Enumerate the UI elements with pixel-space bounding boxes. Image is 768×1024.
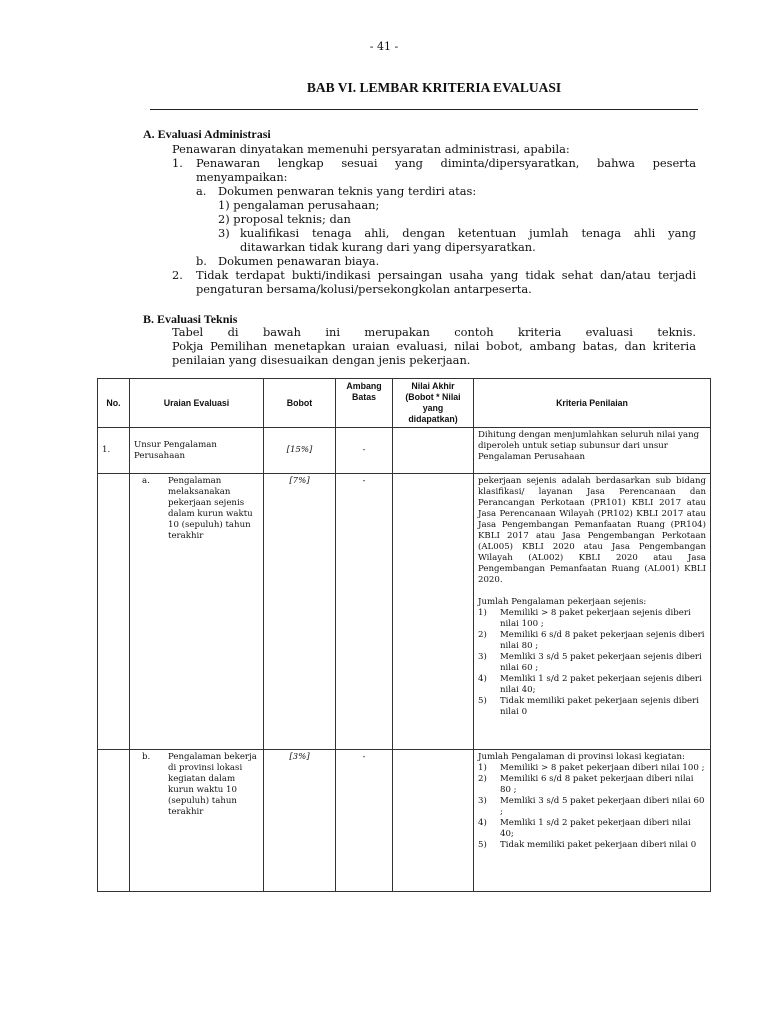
item-a1: 1) pengalaman perusahaan;: [218, 198, 380, 212]
header-bobot: Bobot: [264, 379, 336, 428]
page-number: - 41 -: [369, 40, 399, 53]
item-a-letter: a.: [196, 184, 207, 198]
row-b-uraian-cell: [130, 750, 264, 892]
row-a-kriteria-heading: Jumlah Pengalaman pekerjaan sejenis:: [478, 597, 647, 607]
header-ambang: Ambang Batas: [336, 379, 393, 428]
table-header-row: [98, 379, 711, 428]
title-divider: [150, 109, 698, 110]
row-a-no: [98, 474, 130, 750]
row-b-nilai: [393, 750, 474, 892]
list-item: 4) Memliki 1 s/d 2 paket pekerjaan sejenis diberi nilai 40;: [478, 674, 702, 695]
list-item: 1) Memiliki > 8 paket pekerjaan diberi nilai 100 ;: [478, 763, 705, 773]
row-a-uraian-cell: [130, 474, 264, 750]
item-a3-number: 3): [218, 226, 230, 240]
item1-line1: Penawaran lengkap sesuai yang diminta/dipersyaratkan, bahwa peserta: [196, 156, 696, 170]
row-b-kriteria: [474, 750, 711, 892]
list-item: 2) Memiliki 6 s/d 8 paket pekerjaan sejenis diberi nilai 80 ;: [478, 630, 705, 651]
row1-bobot: [15%]: [264, 428, 336, 474]
row-b-no: [98, 750, 130, 892]
item-a3-line2: ditawarkan tidak kurang dari yang dipersyaratkan.: [240, 240, 536, 254]
item1-number: 1.: [172, 156, 183, 170]
row-a-uraian: Pengalaman melaksanakan pekerjaan sejenis dalam kurun waktu 10 (sepuluh) tahun terakhir: [168, 476, 253, 541]
row-b-kriteria-list: [478, 763, 706, 851]
section-b-heading: B. Evaluasi Teknis: [143, 312, 238, 326]
list-item: 5) Tidak memiliki paket pekerjaan diberi nilai 0: [478, 840, 697, 850]
item-a3-line1: kualifikasi tenaga ahli, dengan ketentuan jumlah tenaga ahli yang: [240, 226, 696, 240]
section-b-line1: Tabel di bawah ini merupakan contoh kriteria evaluasi teknis.: [172, 325, 696, 339]
item2-line1: Tidak terdapat bukti/indikasi persaingan usaha yang tidak sehat dan/atau terjadi: [196, 268, 696, 282]
criteria-table: [97, 378, 711, 892]
row1-no: 1.: [98, 428, 130, 474]
section-b-line2: Pokja Pemilihan menetapkan uraian evaluasi, nilai bobot, ambang batas, dan kriteria: [172, 339, 696, 353]
row-a-ambang: -: [336, 474, 393, 750]
row-a-kriteria: [474, 474, 711, 750]
table-row: [98, 474, 711, 750]
list-item: 5) Tidak memiliki paket pekerjaan sejenis diberi nilai 0: [478, 696, 699, 717]
item1-line2: menyampaikan:: [196, 170, 288, 184]
page-title: BAB VI. LEMBAR KRITERIA EVALUASI: [306, 80, 562, 95]
row-b-letter: b.: [142, 752, 151, 762]
item-a2: 2) proposal teknis; dan: [218, 212, 351, 226]
row1-nilai: [393, 428, 474, 474]
item-a-text: Dokumen penwaran teknis yang terdiri atas:: [218, 184, 477, 198]
row1-ambang: -: [336, 428, 393, 474]
section-b-line3: penilaian yang disesuaikan dengan jenis pekerjaan.: [172, 353, 471, 367]
header-nilai: Nilai Akhir (Bobot * Nilai yang didapatkan): [393, 379, 474, 428]
row-a-letter: a.: [142, 476, 150, 486]
item-b-text: Dokumen penawaran biaya.: [218, 254, 380, 268]
item2-line2: pengaturan bersama/kolusi/persekongkolan antarpeserta.: [196, 282, 532, 296]
list-item: 4) Memliki 1 s/d 2 paket pekerjaan diberi nilai 40;: [478, 818, 691, 839]
row-b-uraian: Pengalaman bekerja di provinsi lokasi kegiatan dalam kurun waktu 10 (sepuluh) tahun terakhir: [168, 752, 257, 817]
list-item: 1) Memiliki > 8 paket pekerjaan sejenis diberi nilai 100 ;: [478, 608, 691, 629]
row-a-kriteria-list: [478, 608, 706, 718]
item-b-letter: b.: [196, 254, 207, 268]
row-a-kriteria-paragraph: pekerjaan sejenis adalah berdasarkan sub bidang klasifikasi/ layanan Jasa Perencanaan dan Perancangan Perkotaan (PR101) KBLI 2017 atau Jasa Perencanaan Wilayah (PR102) KBLI 2017 atau Jasa Pengembangan Pemanfaatan Ruang (PR104) KBLI 2017 atau Jasa Pengembangan Perkotaan (AL005) KBLI 2020 atau Jasa Pengembangan Wilayah (AL002) KBLI 2020 atau Jasa Pengembangan Pemanfaatan Ruang (AL001) KBLI 2020.: [478, 476, 706, 585]
list-item: 3) Memliki 3 s/d 5 paket pekerjaan diberi nilai 60 ;: [478, 796, 705, 817]
row-a-bobot: [7%]: [264, 474, 336, 750]
row1-kriteria: Dihitung dengan menjumlahkan seluruh nilai yang diperoleh untuk setiap subunsur dari unsur Pengalaman Perusahaan: [474, 428, 711, 474]
table-row: [98, 428, 711, 474]
row-a-nilai: [393, 474, 474, 750]
header-kriteria: Kriteria Penilaian: [474, 379, 711, 428]
item2-number: 2.: [172, 268, 183, 282]
header-uraian: Uraian Evaluasi: [130, 379, 264, 428]
table-row: [98, 750, 711, 892]
row-b-ambang: -: [336, 750, 393, 892]
list-item: 3) Memliki 3 s/d 5 paket pekerjaan sejenis diberi nilai 60 ;: [478, 652, 702, 673]
row1-uraian: Unsur Pengalaman Perusahaan: [130, 428, 264, 474]
row-b-bobot: [3%]: [264, 750, 336, 892]
section-a-heading: A. Evaluasi Administrasi: [143, 127, 271, 141]
header-no: No.: [98, 379, 130, 428]
row-b-kriteria-heading: Jumlah Pengalaman di provinsi lokasi kegiatan:: [478, 752, 685, 762]
list-item: 2) Memiliki 6 s/d 8 paket pekerjaan diberi nilai 80 ;: [478, 774, 694, 795]
section-a-intro: Penawaran dinyatakan memenuhi persyaratan administrasi, apabila:: [172, 142, 570, 156]
